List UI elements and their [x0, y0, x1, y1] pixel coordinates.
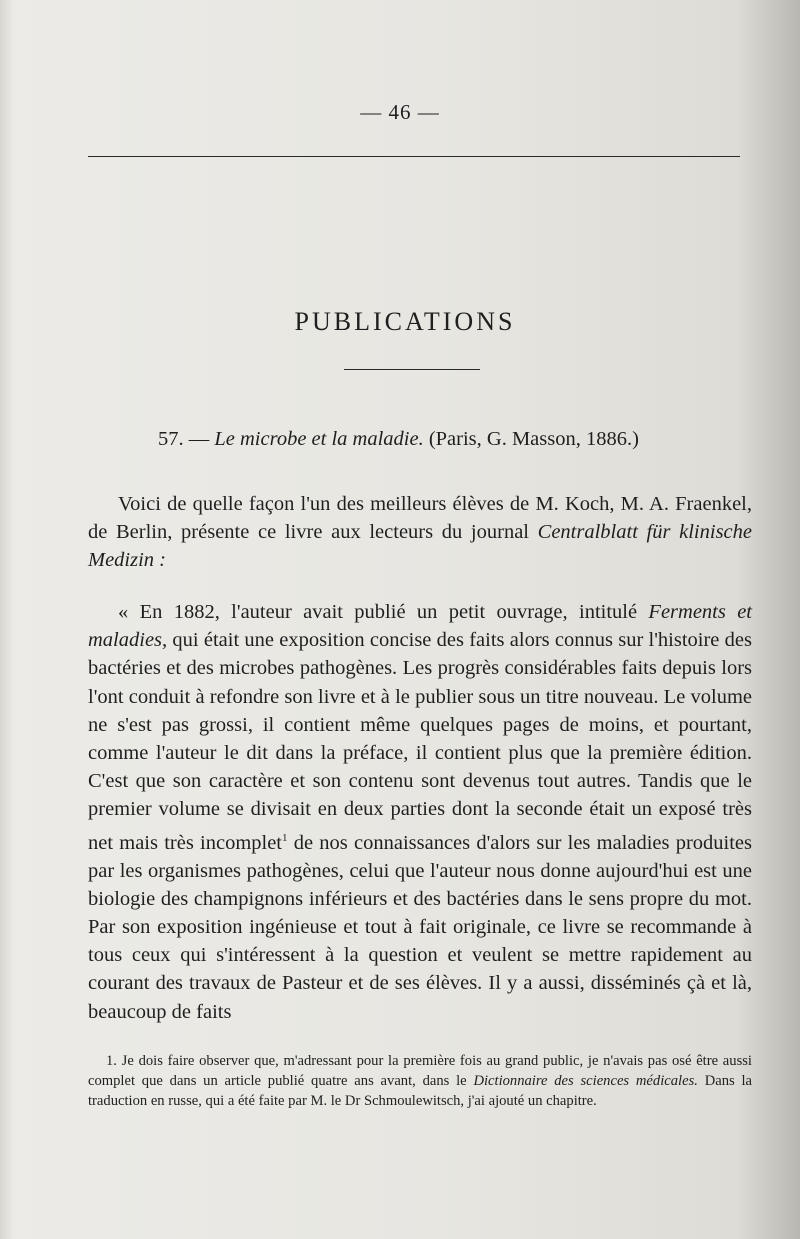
publication-entry — [158, 428, 639, 451]
quote-text-a: « En 1882, l'auteur avait publié un petit ouvrage, intitulé — [118, 601, 649, 623]
section-title: PUBLICATIONS — [294, 307, 516, 337]
quote-paragraph — [88, 598, 752, 1026]
intro-paragraph — [88, 490, 752, 575]
footnote — [88, 1052, 752, 1111]
footnote-dictionary: Dictionnaire des sciences médicales. — [473, 1072, 698, 1089]
journal-name: Centralblatt für klinische Medizin : — [88, 521, 752, 572]
entry-title: Le microbe et la maladie. — [214, 428, 424, 450]
page-number: — 46 — — [360, 100, 440, 124]
entry-details: (Paris, G. Masson, 1886.) — [428, 428, 639, 450]
quote-text-c: de nos connaissances d'alors sur les maladies produites par les organismes pathogènes, celui que l'auteur nous donne aujourd'hui est une biologie des champignons inférieurs et des bactéries dans le sens propre du mot. Par son exposition ingénieuse et tout à fait originale, ce livre se recommande à tous ceux qui s'intéressent à la question et veulent se mettre rapidement au courant des travaux de Pasteur et de ses élèves. Il y a aussi, disséminés çà et là, beaucoup de faits — [88, 831, 753, 1023]
footnote-ref: 1 — [282, 831, 288, 844]
footnote-text-a: 1. Je dois faire observer que, m'adressant pour la première fois au grand public, je n'avais pas osé être aussi complet que dans un article publié quatre ans avant, dans le — [88, 1053, 752, 1089]
title-rule — [344, 369, 480, 370]
entry-number: 57. — — [158, 428, 210, 450]
header-rule — [88, 156, 740, 157]
footnote-text-b: Dans la traduction en russe, qui a été faite par M. le Dr Schmoulewitsch, j'ai ajouté un chapitre. — [88, 1072, 752, 1109]
intro-text: Voici de quelle façon l'un des meilleurs élèves de M. Koch, M. A. Fraenkel, de Berlin, présente ce livre aux lecteurs du journal — [88, 493, 752, 544]
quote-text-b: qui était une exposition concise des faits alors connus sur l'histoire des bactéries et des microbes pathogènes. Les progrès considérables faits depuis lors l'ont conduit à refondre son livre et à le publier sous un titre nouveau. Le volume ne s'est pas grossi, il contient même quelques pages de moins, et pourtant, comme l'auteur le dit dans la préface, il contient plus que la première édition. C'est que son caractère et son contenu sont devenus tout autres. Tandis que le premier volume se divisait en deux parties dont la seconde était un exposé très net mais très incomplet — [88, 629, 752, 854]
work-title: Ferments et maladies, — [88, 601, 752, 652]
page-edge-shadow — [0, 0, 14, 1239]
